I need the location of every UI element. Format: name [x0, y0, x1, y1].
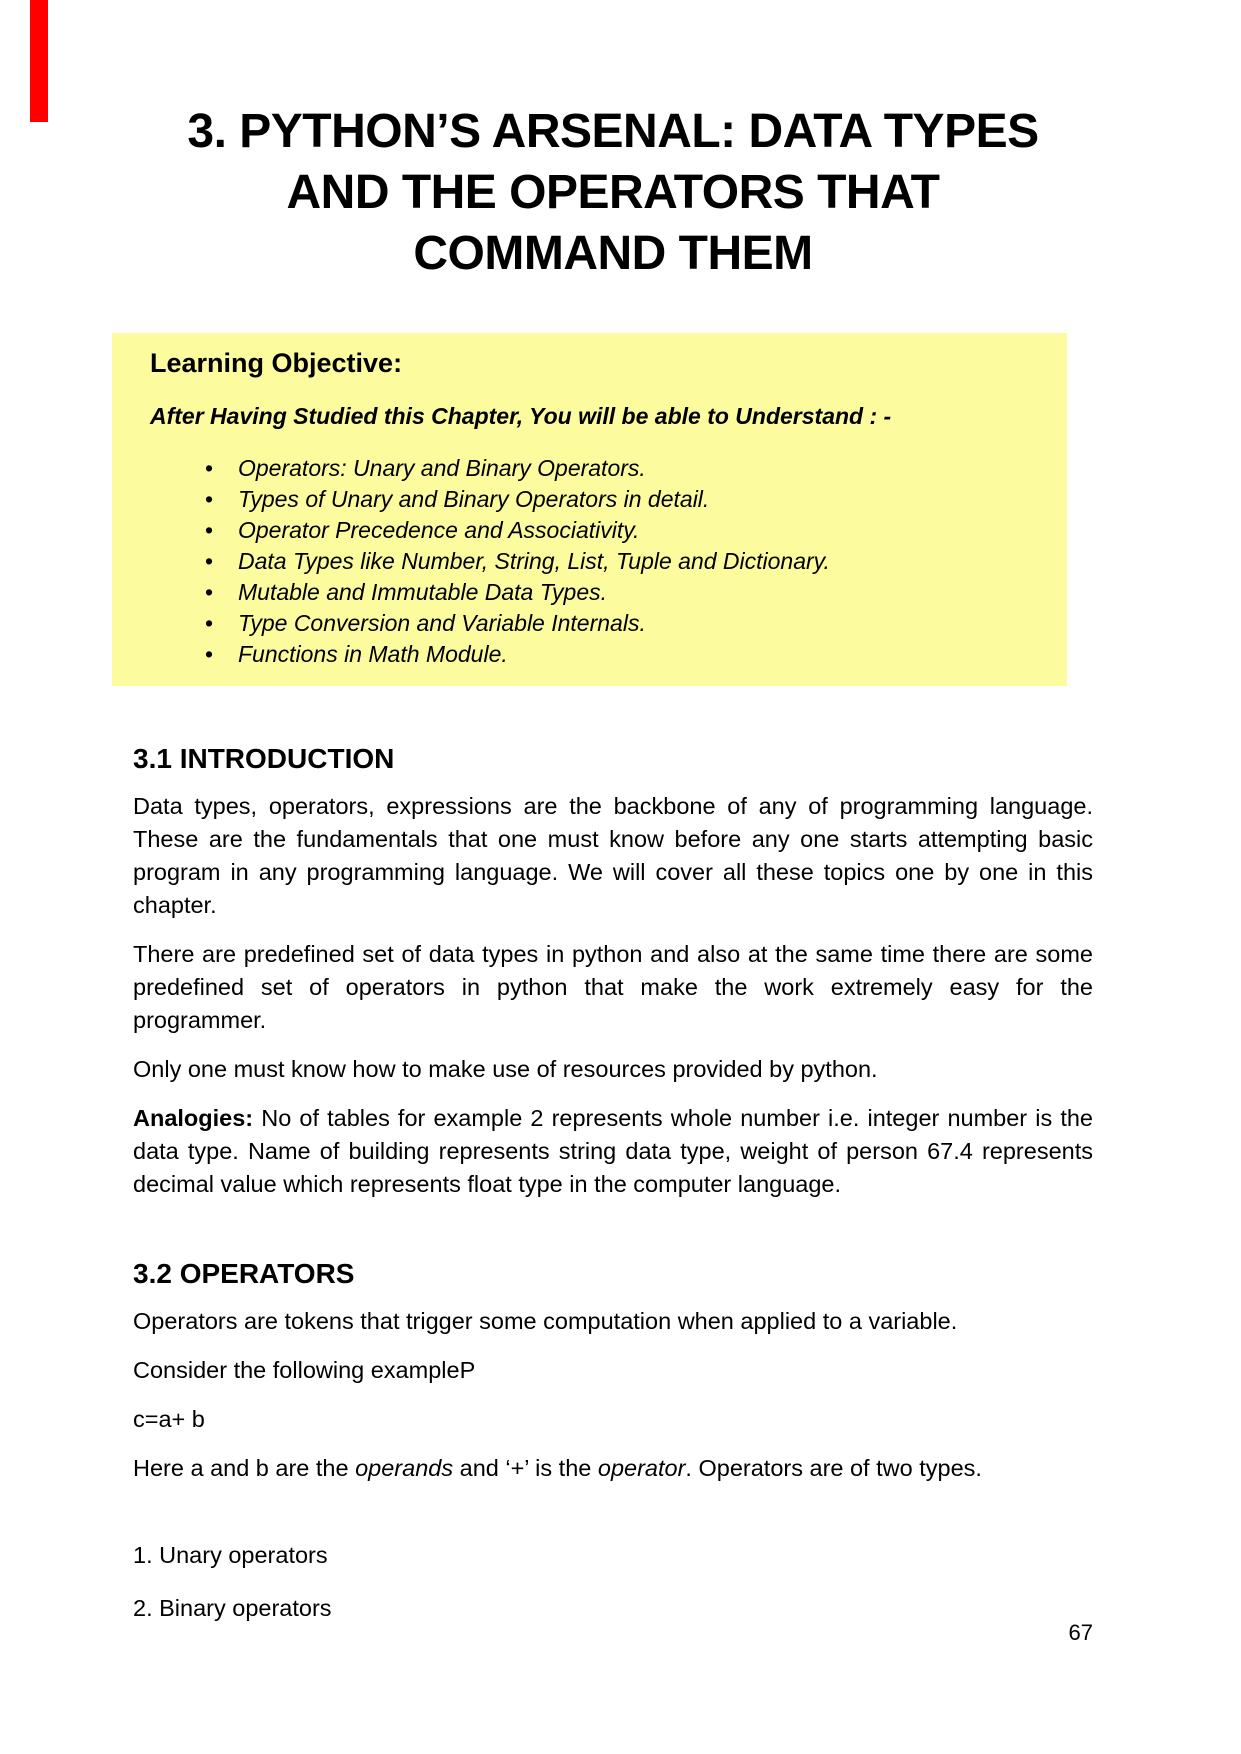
intro-paragraph-1: Data types, operators, expressions are the backbone of any of programming language. These are the fundamentals that one must know before any one starts attempting basic program in any programming language. We will cover all these topics one by one in this chapter. — [133, 793, 1093, 918]
operands-word: operands — [355, 1455, 454, 1481]
objective-bullet: • Data Types like Number, String, List, Tuple and Dictionary. — [238, 546, 1033, 577]
page-number: 67 — [1068, 1620, 1093, 1645]
objective-bullet: • Mutable and Immutable Data Types. — [238, 577, 1033, 608]
operator-type-item-2: 2. Binary operators — [133, 1595, 332, 1621]
operator-type-item-1: 1. Unary operators — [133, 1542, 328, 1568]
operands-text-mid: and ‘+’ is the — [453, 1455, 598, 1481]
chapter-title-line: COMMAND THEM — [413, 227, 813, 280]
section-heading-operators: 3.2 OPERATORS — [133, 1258, 355, 1289]
operators-paragraph-1: Operators are tokens that trigger some computation when applied to a variable. — [133, 1308, 958, 1334]
operands-paragraph — [133, 1452, 1093, 1485]
chapter-title-line: 3. PYTHON’S ARSENAL: DATA TYPES — [187, 105, 1039, 158]
intro-paragraph-3: Only one must know how to make use of resources provided by python. — [133, 1056, 878, 1082]
analogies-paragraph — [133, 1102, 1093, 1201]
analogies-lead: Analogies: — [133, 1105, 254, 1131]
objective-bullet: • Operators: Unary and Binary Operators. — [238, 453, 1033, 484]
learning-objective-list — [150, 453, 1033, 670]
operands-text-post: . Operators are of two types. — [685, 1455, 982, 1481]
objective-bullet: • Types of Unary and Binary Operators in detail. — [238, 484, 1033, 515]
intro-paragraph-2: There are predefined set of data types in python and also at the same time there are some predefined set of operators in python that make the work extremely easy for the programmer. — [133, 941, 1093, 1033]
chapter-title — [133, 101, 1093, 284]
analogies-rest: No of tables for example 2 represents whole number i.e. integer number is the data type. Name of building represents string data type, weight of person 67.4 represents decimal value which represents float type in the computer language. — [133, 1105, 1093, 1197]
objective-bullet: • Type Conversion and Variable Internals. — [238, 608, 1033, 639]
operands-text-pre: Here a and b are the — [133, 1455, 356, 1481]
objective-bullet: • Operator Precedence and Associativity. — [238, 515, 1033, 546]
objective-bullet: • Functions in Math Module. — [238, 639, 1033, 670]
red-margin-bar — [30, 0, 48, 122]
learning-objective-box — [112, 333, 1067, 686]
learning-objective-subtitle: After Having Studied this Chapter, You will be able to Understand : - — [150, 403, 892, 429]
operators-paragraph-2: Consider the following exampleP — [133, 1357, 476, 1383]
page-content — [133, 0, 1093, 1625]
chapter-title-line: AND THE OPERATORS THAT — [286, 166, 940, 219]
operators-code-line: c=a+ b — [133, 1406, 205, 1432]
operator-word: operator — [597, 1455, 686, 1481]
learning-objective-heading: Learning Objective: — [150, 348, 403, 378]
section-heading-introduction: 3.1 INTRODUCTION — [133, 743, 395, 774]
